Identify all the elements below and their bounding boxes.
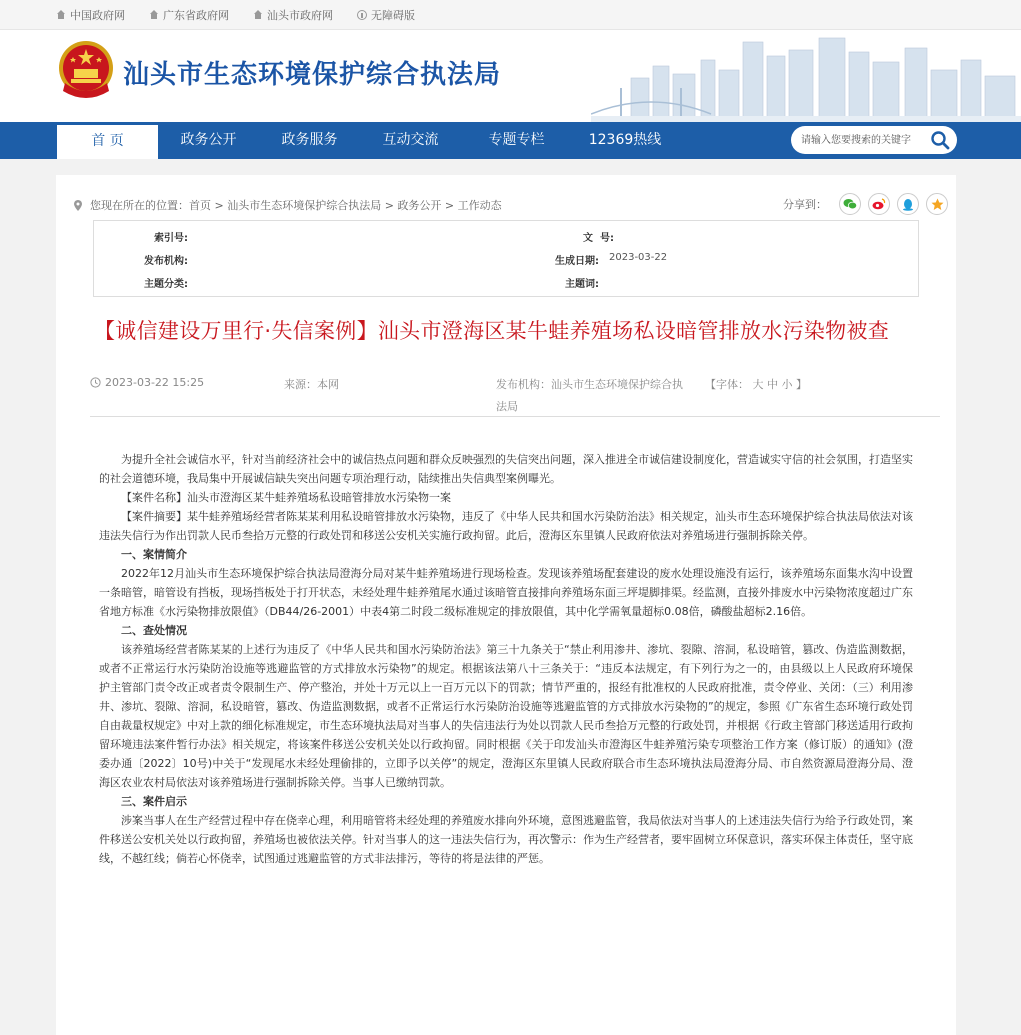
share-weibo-button[interactable] [868,193,890,215]
article-publisher-line1: 发布机构：汕头市生态环境保护综合执 [496,378,683,391]
link-accessibility[interactable] [357,7,415,23]
section-heading: 一、案情简介 [121,548,187,561]
site-header [0,30,1021,122]
content-panel [56,175,956,1035]
index-no-label: 索引号: [154,233,188,244]
doc-no-label: 文 号: [583,233,614,244]
breadcrumb-separator: > [211,198,228,212]
weibo-icon [872,198,886,210]
font-size-switcher[interactable]: 【字体： 大 中 小 】 [705,378,807,391]
home-icon [149,10,159,20]
article-body [99,450,913,868]
top-links [56,7,439,23]
paragraph: 该养殖场经营者陈某某的上述行为违反了《中华人民共和国水污染防治法》第三十九条关于“禁止利用渗井、渗坑、裂隙、溶洞，私设暗管，篡改、伪造监测数据，或者不正常运行水污染防治设施等逃避监管的方式排放水污染物”的规定。根据该法第八十三条关于：“违反本法规定，有下列行为之一的，由县级以上人民政府环境保护主管部门责令改正或者责令限制生产、停产整治，并处十万元以上一百万元以下的罚款；情节严重的，报经有批准权的人民政府批准，责令停业、关闭：（三）利用渗井、渗坑、裂隙、溶洞，私设暗管，篡改、伪造监测数据，或者不正常运行水污染防治设施等逃避监管的方式排放水污染物的”的规定，参照《广东省生态环境行政处罚自由裁量权规定》中对上款的细化标准规定，市生态环境执法局对当事人的失信违法行为处以罚款人民币叁拾万元整的行政处罚，并根据《行政主管部门移送适用行政拘留环境违法案件暂行办法》相关规定，将该案件移送公安机关处以行政拘留。同时根据《关于印发汕头市澄海区牛蛙养殖污染专项整治工作方案（修订版）的通知》(澄委办通〔2022〕10号)中关于“发现尾水未经处理偷排的，立即予以关停”的规定，澄海区东里镇人民政府联合市生态环境执法局澄海分局、市自然资源局澄海分局、澄海区农业农村局依法对该养殖场进行强制拆除关停。当事人已缴纳罚款。 [99,643,913,789]
paragraph: 涉案当事人在生产经营过程中存在侥幸心理，利用暗管将未经处理的养殖废水排向外环境，意图逃避监管，我局依法对当事人的上述违法失信行为给予行政处罚，案件移送公安机关处以行政拘留，养殖场也被依法关停。针对当事人的这一违法失信行为，再次警示：作为生产经营者，要牢固树立环保意识，落实环保主体责任，坚守底线，不越红线；倘若心怀侥幸，试图通过逃避监管的方式非法排污，等待的将是法律的严惩。 [99,814,913,865]
home-icon [253,10,263,20]
location-pin-icon [74,200,82,211]
article-publisher-line2: 法局 [496,400,518,413]
wechat-icon [843,198,857,210]
link-china-gov[interactable] [56,7,125,23]
nav-special-topics[interactable]: 专题专栏 [488,132,545,148]
city-skyline-banner [591,30,1021,122]
date-label: 生成日期: [555,256,599,267]
publish-time [90,376,204,389]
breadcrumb-separator: > [441,198,458,212]
clock-icon [90,377,101,388]
paragraph: 【案件名称】汕头市澄海区某牛蛙养殖场私设暗管排放水污染物一案 [121,491,451,504]
site-title[interactable]: 汕头市生态环境保护综合执法局 [123,60,502,90]
national-emblem-logo[interactable] [57,39,115,101]
link-label: 汕头市政府网 [267,9,333,22]
nav-home[interactable]: 首 页 [57,122,158,159]
article-title: 【诚信建设万里行·失信案例】汕头市澄海区某牛蛙养殖场私设暗管排放水污染物被查 [94,319,890,343]
metadata-table [93,220,919,297]
qq-icon [902,198,914,211]
link-label: 广东省政府网 [163,9,229,22]
search-input[interactable] [801,131,921,149]
breadcrumb-item-bureau[interactable]: 汕头市生态环境保护综合执法局 [227,199,382,212]
article-source: 来源：本网 [284,378,339,391]
favorite-icon [931,198,944,211]
breadcrumb [74,197,502,213]
paragraph: 2022年12月汕头市生态环境保护综合执法局澄海分局对某牛蛙养殖场进行现场检查。发现该养殖场配套建设的废水处理设施没有运行，该养殖场东面集水沟中设置一条暗管，暗管设有挡板，现场挡板处于打开状态，未经处理牛蛙养殖尾水通过该暗管直接排向养殖场东面三坪堤脚排渠。经监测，直接外排废水中污染物浓度超过广东省地方标准《水污染物排放限值》（DB44/26-2001）中表4第二时段二级标准规定的排放限值，其中化学需氧量超标0.08倍，磷酸盐超标2.16倍。 [99,567,913,618]
search-box [791,126,957,154]
nav-government-affairs[interactable]: 政务公开 [180,132,237,148]
breadcrumb-item-work-news[interactable]: 工作动态 [457,199,502,212]
share-label: 分享到： [783,198,827,211]
date-value: 2023-03-22 [609,252,668,263]
publisher-label: 发布机构: [144,256,188,267]
breadcrumb-separator: > [381,198,398,212]
search-icon[interactable] [929,129,951,151]
category-label: 主题分类: [144,279,188,290]
nav-12369-hotline[interactable]: 12369热线 [588,132,662,148]
share-qq-button[interactable] [897,193,919,215]
nav-interaction[interactable]: 互动交流 [382,132,439,148]
link-shantou-gov[interactable] [253,7,333,23]
article-info-bar [90,374,940,417]
paragraph: 为提升全社会诚信水平，针对当前经济社会中的诚信热点问题和群众反映强烈的失信突出问题，深入推进全市诚信建设制度化，营造诚实守信的社会氛围，打造坚实的社会道德环境，我局集中开展诚信缺失突出问题专项治理行动，陆续推出失信典型案例曝光。 [99,453,913,485]
home-icon [56,10,66,20]
breadcrumb-item-gov-affairs[interactable]: 政务公开 [397,199,442,212]
keywords-label: 主题词: [565,279,599,290]
top-bar [0,0,1021,30]
link-guangdong-gov[interactable] [149,7,229,23]
link-label: 无障碍版 [371,9,415,22]
section-heading: 二、查处情况 [121,624,187,637]
nav-government-services[interactable]: 政务服务 [281,132,338,148]
share-wechat-button[interactable] [839,193,861,215]
section-heading: 三、案件启示 [121,795,187,808]
paragraph: 【案件摘要】某牛蛙养殖场经营者陈某某利用私设暗管排放水污染物，违反了《中华人民共和国水污染防治法》相关规定，汕头市生态环境保护综合执法局依法对该违法失信行为作出罚款人民币叁拾万元整的行政处罚和移送公安机关实施行政拘留。此后，澄海区东里镇人民政府依法对养殖场进行强制拆除关停。 [99,510,913,542]
share-bar [783,193,955,215]
share-favorite-button[interactable] [926,193,948,215]
breadcrumb-prefix: 您现在所在的位置： [90,199,189,212]
accessibility-icon [357,10,367,20]
breadcrumb-item-home[interactable]: 首页 [189,199,211,212]
link-label: 中国政府网 [70,9,125,22]
publish-time-text: 2023-03-22 15:25 [105,376,205,389]
